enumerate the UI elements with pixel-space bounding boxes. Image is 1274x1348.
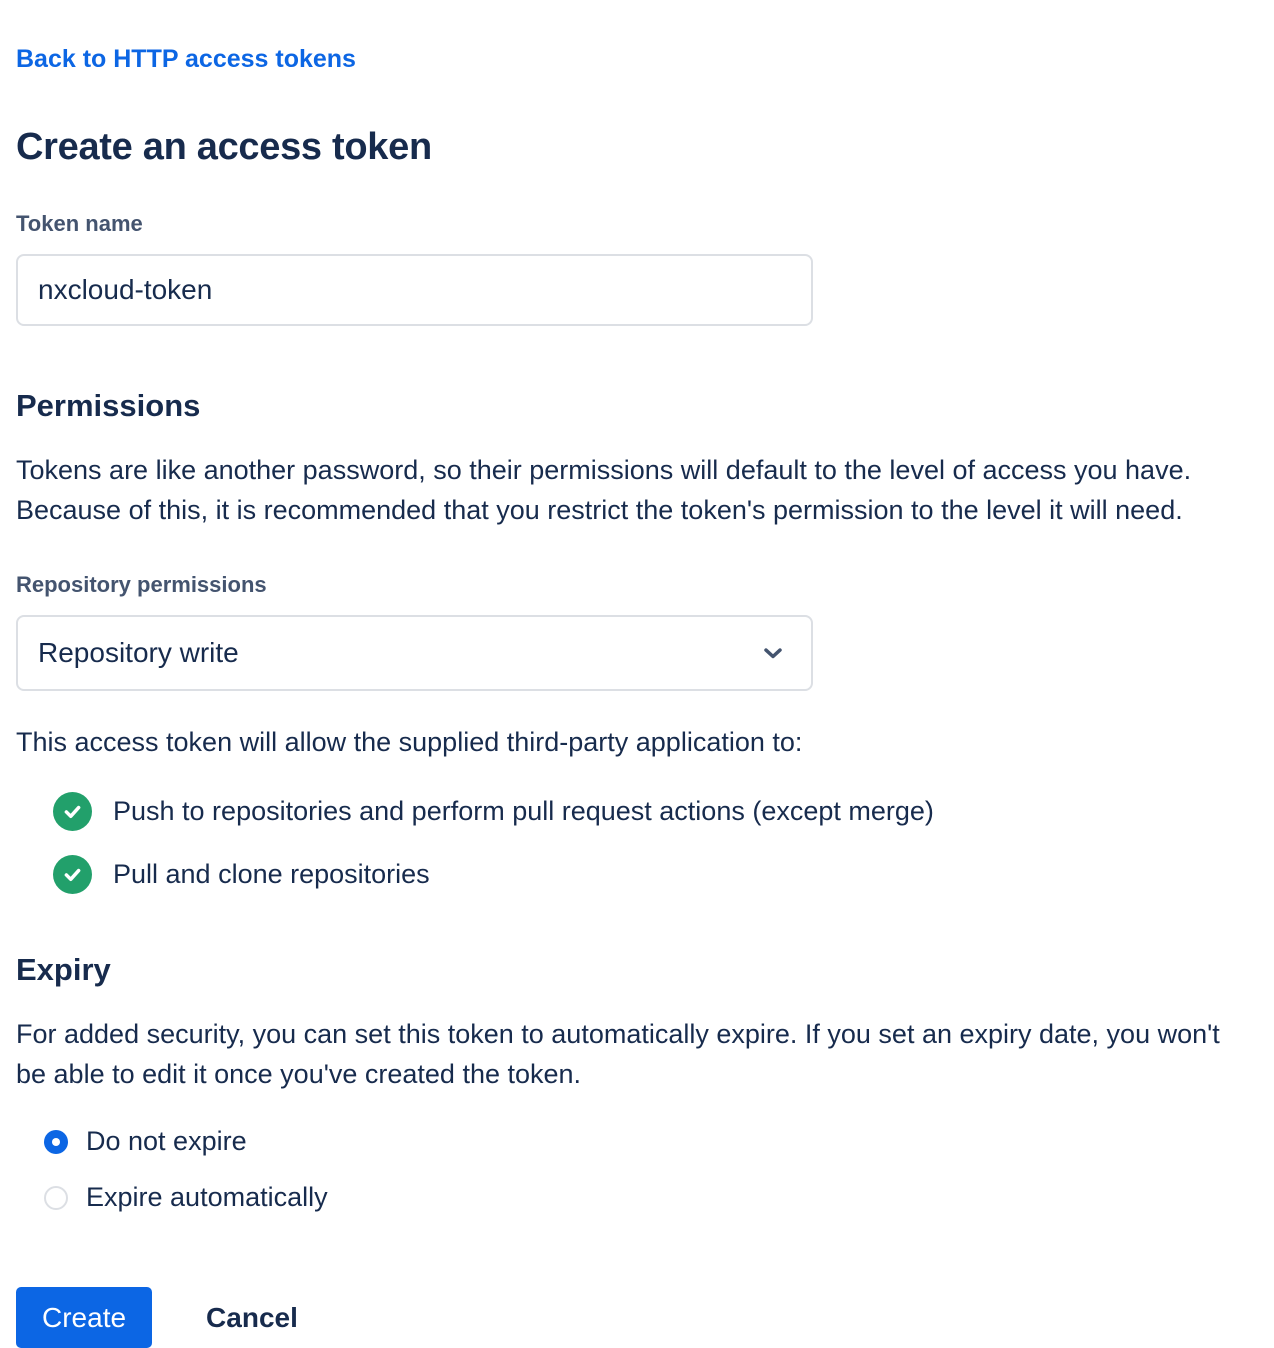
form-actions [16,1287,1258,1348]
access-token-allow-intro: This access token will allow the supplied third-party application to: [16,727,803,757]
expiry-section [16,952,1258,1213]
radio-option-expire-automatically[interactable] [44,1182,1258,1213]
back-to-http-access-tokens-link[interactable]: Back to HTTP access tokens [16,45,356,73]
create-button[interactable]: Create [16,1287,152,1348]
repository-permissions-select[interactable] [16,615,813,691]
expiry-description: For added security, you can set this token to automatically expire. If you set an expiry date, you won't be able to edit it once you've created the token. [16,1019,1220,1089]
capability-row [53,855,1258,894]
permissions-heading: Permissions [16,388,201,423]
capability-list [16,792,1258,894]
permissions-description: Tokens are like another password, so their permissions will default to the level of access you have. Because of this, it is recommended that you restrict the token's permission to the level it will need. [16,455,1192,525]
check-circle-icon [53,855,92,894]
expiry-heading: Expiry [16,952,111,987]
radio-selected-icon[interactable] [44,1130,68,1154]
expiry-radio-group [16,1126,1258,1213]
radio-option-do-not-expire[interactable] [44,1126,1258,1157]
repository-permissions-selected-value: Repository write [38,637,239,668]
token-name-input[interactable] [16,254,813,326]
capability-text: Push to repositories and perform pull request actions (except merge) [113,796,934,826]
radio-label: Do not expire [86,1126,247,1156]
cancel-button[interactable]: Cancel [194,1302,310,1334]
chevron-down-icon [759,639,787,667]
radio-label: Expire automatically [86,1182,328,1212]
page-title: Create an access token [16,126,432,168]
capability-text: Pull and clone repositories [113,859,430,889]
repository-permissions-label: Repository permissions [16,572,267,597]
capability-row [53,792,1258,831]
radio-unselected-icon[interactable] [44,1186,68,1210]
token-name-label: Token name [16,211,143,236]
check-circle-icon [53,792,92,831]
